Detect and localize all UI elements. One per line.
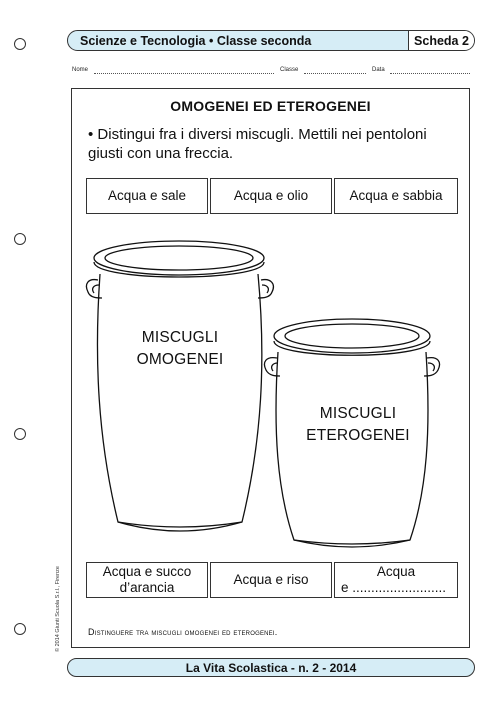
copyright-note: © 2014 Giunti Scuola S.r.l., Firenze	[55, 566, 61, 652]
left-pot-icon	[86, 241, 273, 531]
heterogeneous-label: MISCUGLI ETEROGENEI	[306, 405, 410, 444]
mixture-box-sand[interactable]	[334, 178, 458, 214]
date-label: Data	[372, 67, 385, 73]
punch-hole-1	[14, 38, 26, 50]
date-line[interactable]	[390, 73, 470, 74]
homogeneous-label: MISCUGLI OMOGENEI	[136, 329, 224, 368]
mixture-box-rice[interactable]: Acqua e riso	[210, 562, 332, 598]
name-label: Nome	[72, 67, 89, 73]
mixture-box-oil[interactable]	[210, 178, 332, 214]
mixture-box-salt[interactable]	[86, 178, 208, 214]
mixture-label: Acqua e sale	[107, 188, 187, 203]
instruction-text: • Distingui fra i diversi miscugli. Mettili nei pentoloni giusti con una freccia.	[88, 126, 427, 162]
header-bar	[67, 30, 475, 51]
subject-title: Scienze e Tecnologia • Classe seconda	[80, 33, 312, 48]
learning-objective: Distinguere tra miscugli omogenei ed eterogenei.	[88, 627, 278, 637]
footer-bar	[67, 658, 475, 677]
mixture-box-juice[interactable]: Acqua e succo d’arancia	[86, 562, 208, 598]
mixture-label: Acqua e sabbia	[349, 188, 443, 203]
mixture-box-blank[interactable]: Acqua e .........................	[334, 562, 458, 598]
punch-hole-4	[14, 623, 26, 635]
pots-illustration	[80, 240, 460, 555]
class-line[interactable]	[304, 73, 366, 74]
worksheet-title: OMOGENEI ED ETEROGENEI	[170, 98, 371, 114]
punch-hole-3	[14, 428, 26, 440]
mixture-label: Acqua e olio	[233, 188, 309, 203]
punch-hole-2	[14, 233, 26, 245]
magazine-issue: La Vita Scolastica - n. 2 - 2014	[185, 660, 357, 675]
name-line[interactable]	[94, 73, 274, 74]
sheet-number: Scheda 2	[408, 31, 474, 50]
class-label: Classe	[280, 67, 299, 73]
